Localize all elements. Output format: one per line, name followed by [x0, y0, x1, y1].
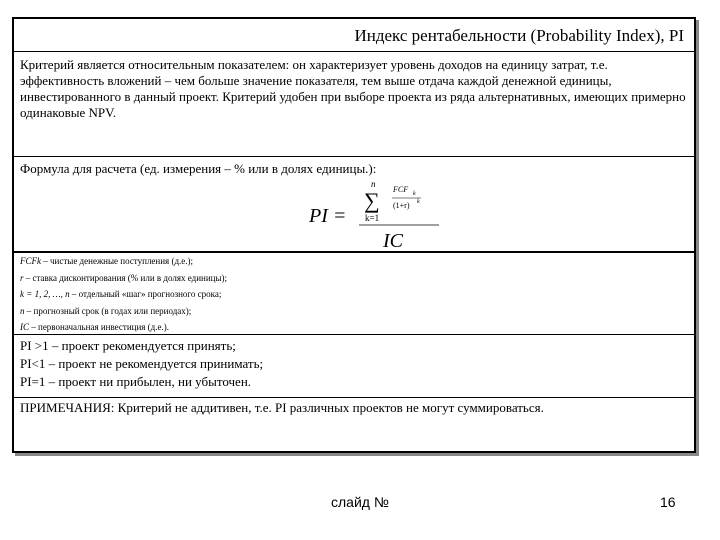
description: Критерий является относительным показателем: он характеризует уровень доходов на единицу затрат, т.е. эффективность вложений – чем больше значение показателя, тем выше отдача каждой денежной единицы, инвестированного в данный проект. Критерий удобен при выборе проекта из ряда альтернативных, имеющих примерно одинаковые NPV. [14, 52, 694, 157]
legend-text: – первоначальная инвестиция (д.е.). [29, 322, 169, 332]
legend-item [20, 253, 688, 270]
legend-text: – отдельный «шаг» прогнозного срока; [69, 289, 222, 299]
numerator: FCF [393, 185, 409, 194]
legend-text: – ставка дисконтирования (% или в долях единицы); [23, 272, 228, 283]
rules-section [14, 335, 694, 398]
legend-item [20, 319, 688, 336]
legend-symbol: FCFk [20, 256, 41, 266]
formula-label: Формула для расчета (ед. измерения – % или в долях единицы.): [20, 161, 377, 176]
denominator-small: (1+r) [393, 201, 410, 210]
legend-symbol: r [20, 272, 24, 283]
sum-bottom: k=1 [365, 213, 380, 223]
rule-item: PI >1 – проект рекомендуется принять; [20, 338, 236, 353]
formula [309, 179, 459, 251]
slide-number: 16 [660, 494, 676, 510]
formula-section [14, 157, 694, 252]
note: ПРИМЕЧАНИЯ: Критерий не аддитивен, т.е. PI различных проектов не могут суммироваться. [20, 400, 544, 415]
legend-symbol: k = 1, 2, …, n [20, 289, 70, 299]
legend-item [20, 303, 688, 320]
legend-text: – прогнозный срок (в годах или периодах); [24, 305, 192, 316]
slide-title: Индекс рентабельности (Probability Index), PI [14, 19, 694, 52]
formula-lhs: PI = [309, 205, 347, 227]
legend-symbol: n [20, 305, 25, 316]
den-sup: k [417, 199, 420, 205]
legend-section [14, 252, 694, 335]
sum-top: n [371, 179, 376, 189]
legend-item [20, 270, 688, 287]
content-table [12, 17, 696, 453]
formula-denominator: IC [383, 230, 403, 251]
legend-symbol: IC [20, 322, 29, 332]
numerator-sub: k [413, 191, 416, 197]
rule-item: PI<1 – проект не рекомендуется принимать; [20, 356, 264, 371]
legend-text: – чистые денежные поступления (д.е.); [41, 256, 194, 266]
legend-item [20, 286, 688, 303]
sum-sign: ∑ [364, 188, 380, 213]
rule-item: PI=1 – проект ни прибылен, ни убыточен. [20, 374, 252, 389]
slide-label: слайд № [331, 494, 389, 510]
